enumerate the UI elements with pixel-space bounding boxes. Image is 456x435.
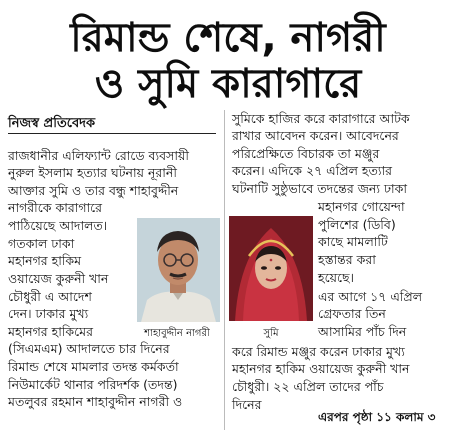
col2-side-line-1: মহানগর গোয়েন্দা	[318, 199, 405, 214]
col2-top-line-4: করেন। এদিকে ২৭ এপ্রিল হত্যার	[232, 163, 392, 178]
col2-top-line-1: সুমিকে হাজির করে কারাগারে আটক	[232, 111, 410, 126]
col1-line-14: নিউমার্কেট থানার পরিদর্শক (তদন্ত)	[8, 377, 178, 392]
photo-sumi	[229, 216, 313, 321]
col1-line-6: গতকাল ঢাকা	[8, 236, 75, 251]
woman-portrait-icon	[229, 216, 313, 321]
col2-bottom-line-3: চৌধুরী। ২২ এপ্রিল তাদের পাঁচ	[232, 379, 384, 394]
col1-line-12: (সিএমএম) আদালতে চার দিনের	[8, 341, 170, 356]
col2-side-line-3: কাছে মামলাটি	[318, 234, 388, 249]
man-portrait-icon	[137, 218, 220, 322]
col1-line-8: ওয়ায়েজ কুরুনী খান	[8, 271, 109, 286]
column-rule	[224, 110, 225, 430]
col2-top-line-5: ঘটনাটি সুষ্ঠুভাবে তদন্তের জন্য ঢাকা	[232, 181, 408, 196]
col2-side-line-5: হয়েছে।	[318, 270, 355, 285]
col2-top-line-2: রাখার আবেদন করেন। আবেদনের	[232, 128, 399, 143]
col2-bottom-line-2: মহানগর হাকিম ওয়ায়েজ কুরুনী খান	[232, 361, 410, 376]
photo-shahabuddin-nagori	[137, 218, 220, 322]
col2-bottom-line-4: দিনের	[232, 397, 262, 412]
col2-side-line-8: আসামির পাঁচ দিন	[318, 324, 407, 339]
col2-top-line-3: পরিপ্রেক্ষিতে বিচারক তা মঞ্জুর	[232, 146, 380, 161]
col1-line-2: নুরুল ইসলাম হত্যার ঘটনায় নূরানী	[8, 165, 177, 180]
col1-line-3: আক্তার সুমি ও তার বন্ধু শাহাবুদ্দীন	[8, 183, 179, 198]
headline-line-1: রিমান্ড শেষে, নাগরী	[70, 15, 386, 61]
col1-line-5: পাঠিয়েছে আদালত।	[8, 218, 108, 233]
col2-side-line-7: গ্রেফতার তিন	[318, 306, 386, 321]
col1-line-1: রাজধানীর এলিফ্যান্ট রোডে ব্যবসায়ী	[8, 148, 189, 163]
col1-line-11: মহানগর হাকিমের	[8, 324, 93, 339]
col2-side-line-2: পুলিশের (ডিবি)	[318, 217, 396, 232]
col1-line-13: রিমান্ড শেষে মামলার তদন্ত কর্মকর্তা	[8, 359, 179, 374]
byline-rule	[8, 133, 216, 134]
col1-line-4: নাগরীকে কারাগারে	[8, 200, 103, 215]
photo-caption-woman: সুমি	[263, 328, 279, 339]
col1-line-15: মতলুবর রহমান শাহাবুদ্দীন নাগরী ও	[8, 394, 183, 409]
col2-bottom-line-1: করে রিমান্ড মঞ্জুর করেন ঢাকার মুখ্য	[232, 344, 405, 359]
col2-side-line-6: এর আগে ১৭ এপ্রিল	[318, 289, 423, 304]
col2-side-line-4: হস্তান্তর করা	[318, 252, 376, 267]
col1-line-10: দেন। ঢাকার মুখ্য	[8, 306, 89, 321]
photo-caption-man: শাহাবুদ্দীন নাগরী	[144, 328, 210, 339]
col1-line-9: চৌধুরী এ আদেশ	[8, 289, 92, 304]
byline: নিজস্ব প্রতিবেদক	[8, 116, 96, 131]
continuation-jump-line: এরপর পৃষ্ঠা ১১ কলাম ৩	[318, 410, 436, 424]
col1-line-7: মহানগর হাকিম	[8, 253, 82, 268]
headline-line-2: ও সুমি কারাগারে	[94, 61, 362, 107]
